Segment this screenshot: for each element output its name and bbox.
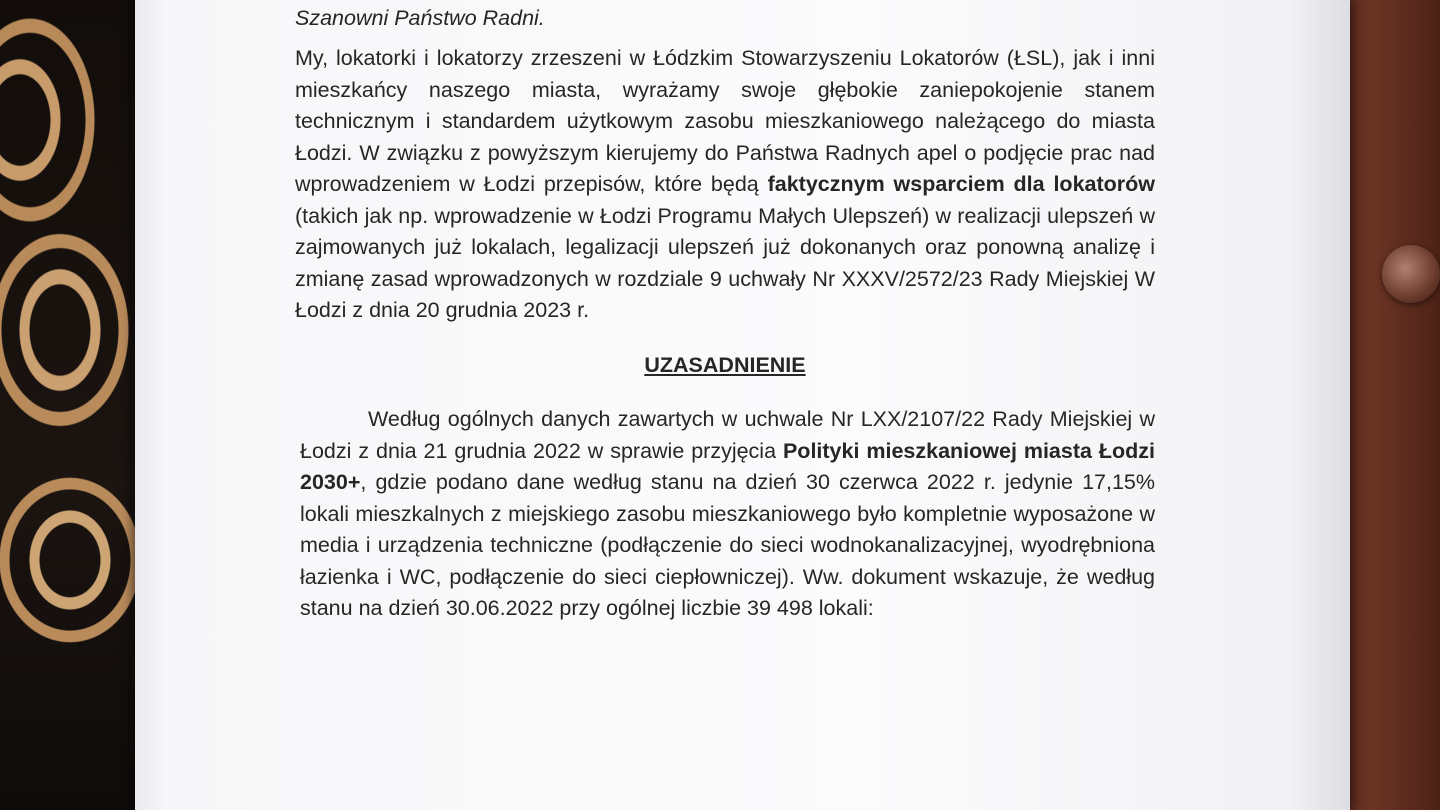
justification-text-2: , gdzie podano dane według stanu na dzień 30 czerwca 2022 r. jedynie 17,15% lokali mieszkalnych z miejskiego zasobu mieszkaniowego było kompletnie wyposażone w media i urządzenia techniczne (podłączenie do sieci wodnokanalizacyjnej, wyodrębniona łazienka i WC, podłączenie do sieci ciepłowniczej). Ww. dokument wskazuje, że według stanu na dzień 30.06.2022 przy ogólnej liczbie 39 498 lokali: [300, 470, 1155, 620]
appeal-paragraph [295, 43, 1155, 327]
justification-bold-text: Polityki mieszkaniowej miasta Łodzi 2030+ [300, 438, 1155, 494]
salutation: Szanowni Państwo Radni. [295, 6, 545, 30]
justification-text-1: Według ogólnych danych zawartych w uchwale Nr LXX/2107/22 Rady Miejskiej w Łodzi z dnia 21 grudnia 2022 w sprawie przyjęcia [300, 407, 1155, 463]
paper-sheet [135, 0, 1350, 810]
board-knob [1382, 245, 1440, 303]
section-heading: UZASADNIENIE [644, 353, 806, 377]
justification-paragraph [300, 404, 1155, 625]
appeal-bold-text: faktycznym wsparciem dla lokatorów [767, 172, 1155, 196]
appeal-text-2: (takich jak np. wprowadzenie w Łodzi Programu Małych Ulepszeń) w realizacji ulepszeń w zajmowanych już lokalach, legalizacji ulepszeń już dokonanych oraz ponowną analizę i zmianę zasad wprowadzonych w rozdziale 9 uchwały Nr XXXV/2572/23 Rady Miejskiej W Łodzi z dnia 20 grudnia 2023 r. [295, 203, 1155, 322]
appeal-text-1: My, lokatorki i lokatorzy zrzeszeni w Łódzkim Stowarzyszeniu Lokatorów (ŁSL), jak i inni mieszkańcy naszego miasta, wyrażamy swoje głębokie zaniepokojenie stanem technicznym i standardem użytkowym zasobu mieszkaniowego należącego do miasta Łodzi. W związku z powyższym kierujemy do Państwa Radnych apel o podjęcie prac nad wprowadzeniem w Łodzi przepisów, które będą [295, 46, 1155, 196]
